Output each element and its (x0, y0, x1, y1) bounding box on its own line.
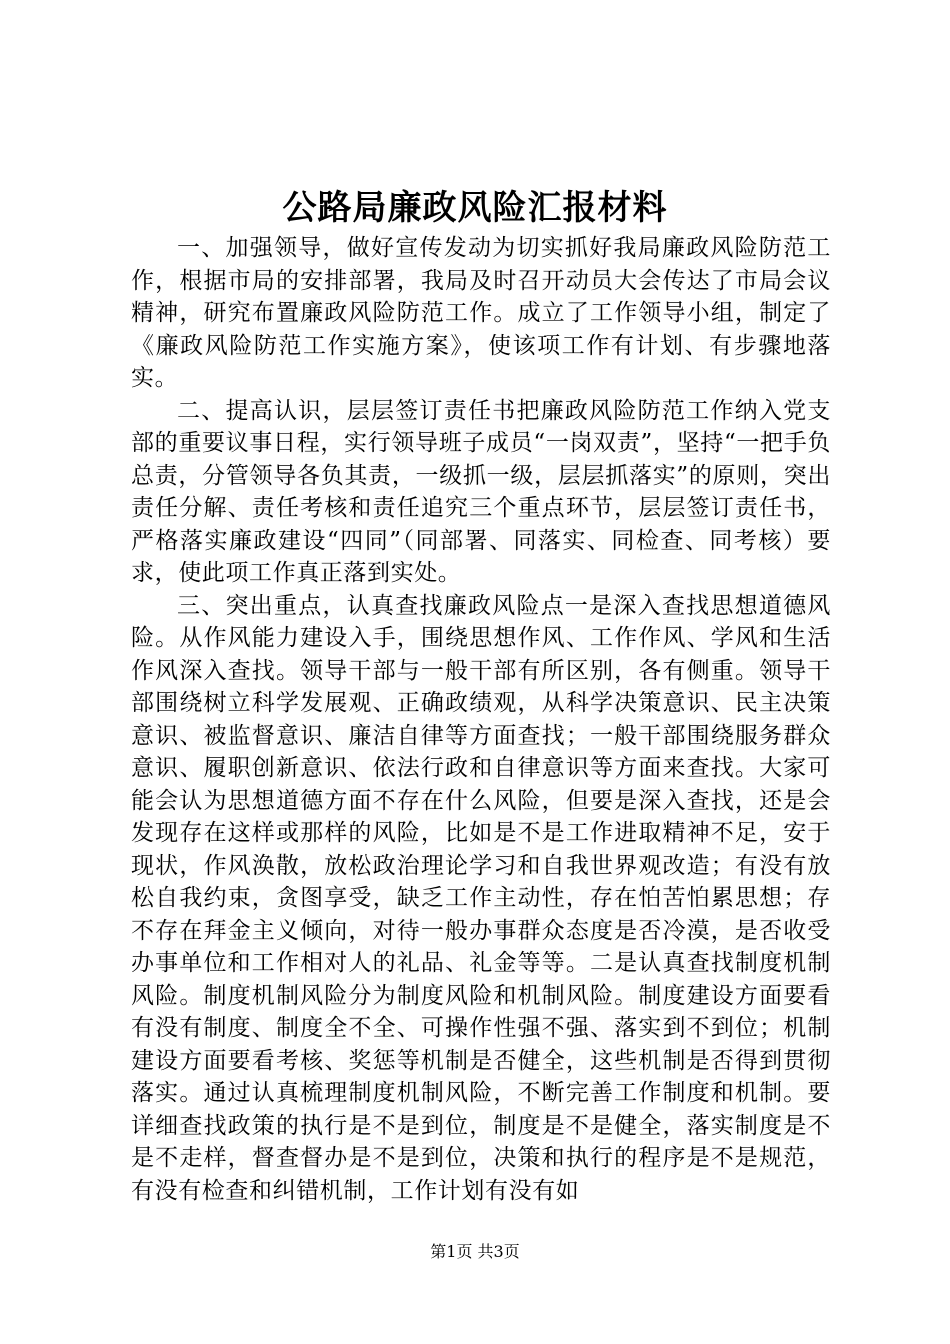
page-footer: 第1页 共3页 (430, 1242, 520, 1261)
document-body (131, 232, 831, 1207)
paragraph-responsibility: 二、提高认识，层层签订责任书把廉政风险防范工作纳入党支部的重要议事日程，实行领导班子成员“一岗双责”，坚持“一把手负总责，分管领导各负其责，一级抓一级，层层抓落实”的原则，突出责任分解、责任考核和责任追究三个重点环节，层层签订责任书，严格落实廉政建设“四同”（同部署、同落实、同检查、同考核）要求，使此项工作真正落到实处。 (131, 397, 831, 586)
paragraph-risk-points: 三、突出重点，认真查找廉政风险点一是深入查找思想道德风险。从作风能力建设入手，围绕思想作风、工作作风、学风和生活作风深入查找。领导干部与一般干部有所区别，各有侧重。领导干部围绕树立科学发展观、正确政绩观，从科学决策意识、民主决策意识、被监督意识、廉洁自律等方面查找；一般干部围绕服务群众意识、履职创新意识、依法行政和自律意识等方面来查找。大家可能会认为思想道德方面不存在什么风险，但要是深入查找，还是会发现存在这样或那样的风险，比如是不是工作进取精神不足，安于现状，作风涣散，放松政治理论学习和自我世界观改造；有没有放松自我约束，贪图享受，缺乏工作主动性，存在怕苦怕累思想；存不存在拜金主义倾向，对待一般办事群众态度是否冷漠，是否收受办事单位和工作相对人的礼品、礼金等等。二是认真查找制度机制风险。制度机制风险分为制度风险和机制风险。制度建设方面要看有没有制度、制度全不全、可操作性强不强、落实到不到位；机制建设方面要看考核、奖惩等机制是否健全，这些机制是否得到贯彻落实。通过认真梳理制度机制风险，不断完善工作制度和机制。要详细查找政策的执行是不是到位，制度是不是健全，落实制度是不是不走样，督查督办是不是到位，决策和执行的程序是不是规范，有没有检查和纠错机制，工作计划有没有如 (131, 592, 831, 1204)
document-title: 公路局廉政风险汇报材料 (282, 188, 668, 228)
paragraph-leadership: 一、加强领导，做好宣传发动为切实抓好我局廉政风险防范工作，根据市局的安排部署，我局及时召开动员大会传达了市局会议精神，研究布置廉政风险防范工作。成立了工作领导小组，制定了《廉政风险防范工作实施方案》，使该项工作有计划、有步骤地落实。 (131, 235, 831, 391)
